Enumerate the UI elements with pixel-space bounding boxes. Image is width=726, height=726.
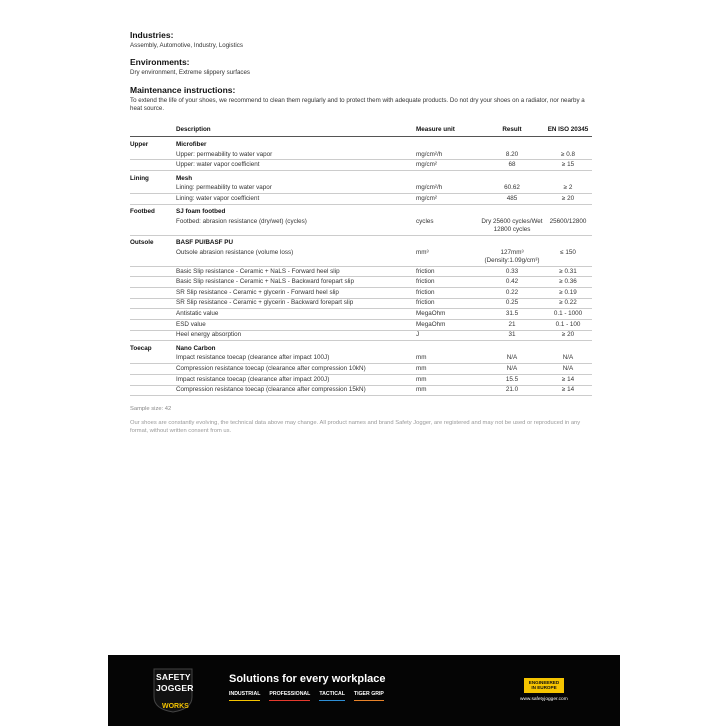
row-description: Upper: water vapor coefficient xyxy=(176,160,416,171)
engineered-in-europe-badge xyxy=(524,678,564,693)
row-description: SR Slip resistance - Ceramic + glycerin - Forward heel slip xyxy=(176,288,416,299)
logo-line2: JOGGER xyxy=(156,683,194,693)
group-en xyxy=(544,204,592,217)
row-en-iso: ≥ 0.31 xyxy=(544,266,592,277)
row-result: 68 xyxy=(480,160,544,171)
group-material: Nano Carbon xyxy=(176,344,216,352)
row-category xyxy=(130,288,176,299)
row-description: SR Slip resistance - Ceramic + glycerin - Backward forepart slip xyxy=(176,298,416,309)
row-unit: MegaOhm xyxy=(416,309,480,320)
row-result: 0.33 xyxy=(480,266,544,277)
logo-line1: SAFETY xyxy=(156,672,191,682)
row-result: 15.5 xyxy=(480,374,544,385)
row-en-iso: N/A xyxy=(544,354,592,364)
row-en-iso: N/A xyxy=(544,364,592,375)
row-result: 8.20 xyxy=(480,150,544,160)
row-description: Outsole abrasion resistance (volume loss) xyxy=(176,248,416,266)
table-row xyxy=(130,385,592,396)
row-unit: mm xyxy=(416,374,480,385)
row-description: Footbed: abrasion resistance (dry/wet) (cycles) xyxy=(176,217,416,235)
environments-text: Dry environment, Extreme slippery surfaces xyxy=(130,69,251,77)
row-unit: mm xyxy=(416,364,480,375)
footer-categories xyxy=(229,691,384,697)
group-material: Microfiber xyxy=(176,140,207,148)
footer-category-label: PROFESSIONAL xyxy=(269,691,311,697)
group-unit xyxy=(416,204,480,217)
footer-category-underline xyxy=(229,700,260,701)
datasheet-page xyxy=(130,30,592,436)
row-description: Compression resistance toecap (clearance after compression 15kN) xyxy=(176,385,416,396)
group-en xyxy=(544,235,592,248)
table-row xyxy=(130,150,592,160)
row-category xyxy=(130,248,176,266)
table-row xyxy=(130,319,592,330)
footer-category-underline xyxy=(319,700,345,701)
row-description: Upper: permeability to water vapor xyxy=(176,150,416,160)
row-unit: mg/cm²/h xyxy=(416,183,480,193)
group-unit xyxy=(416,235,480,248)
group-category: Lining xyxy=(130,174,149,182)
row-result: 0.25 xyxy=(480,298,544,309)
group-result xyxy=(480,341,544,354)
row-result: 485 xyxy=(480,194,544,205)
group-result xyxy=(480,204,544,217)
row-unit: cycles xyxy=(416,217,480,235)
row-category xyxy=(130,330,176,341)
row-en-iso: 0.1 - 1000 xyxy=(544,309,592,320)
maintenance-text: To extend the life of your shoes, we recommend to clean them regularly and to protect them with adequate products. Do not dry your shoes on a radiator, nor nearby a heat source. xyxy=(130,96,585,113)
row-unit: J xyxy=(416,330,480,341)
footer-banner xyxy=(108,655,620,726)
row-description: Antistatic value xyxy=(176,309,416,320)
row-unit: mg/cm² xyxy=(416,194,480,205)
row-description: Heel energy absorption xyxy=(176,330,416,341)
sample-size: Sample size: 42 xyxy=(130,406,172,413)
row-result: 21 xyxy=(480,319,544,330)
badge-line2: IN EUROPE xyxy=(531,685,557,691)
logo-line3: WORKS xyxy=(162,703,189,710)
footer-tagline: Solutions for every workplace xyxy=(229,673,386,685)
row-category xyxy=(130,150,176,160)
row-description: Basic Slip resistance - Ceramic + NaLS - Backward forepart slip xyxy=(176,277,416,288)
footer-category-label: TIGER GRIP xyxy=(353,691,384,697)
row-unit: mg/cm² xyxy=(416,160,480,171)
footer-category-label: TACTICAL xyxy=(319,691,345,697)
header-en-iso: EN ISO 20345 xyxy=(547,126,589,134)
row-description: ESD value xyxy=(176,319,416,330)
row-en-iso: ≥ 20 xyxy=(544,330,592,341)
row-result: 0.22 xyxy=(480,288,544,299)
group-row-footbed xyxy=(130,204,592,217)
row-category xyxy=(130,364,176,375)
row-result: 21.0 xyxy=(480,385,544,396)
group-result xyxy=(480,137,544,150)
row-en-iso: ≥ 0.19 xyxy=(544,288,592,299)
group-unit xyxy=(416,341,480,354)
row-result: 31.5 xyxy=(480,309,544,320)
row-category xyxy=(130,160,176,171)
header-result: Result xyxy=(502,126,522,134)
industries-text: Assembly, Automotive, Industry, Logistics xyxy=(130,42,243,49)
row-en-iso: ≤ 150 xyxy=(544,248,592,266)
table-row xyxy=(130,364,592,375)
row-category xyxy=(130,217,176,235)
row-category xyxy=(130,354,176,364)
header-description: Description xyxy=(176,126,211,134)
group-row-upper xyxy=(130,137,592,150)
table-row xyxy=(130,374,592,385)
row-category xyxy=(130,183,176,193)
table-row xyxy=(130,298,592,309)
group-result xyxy=(480,235,544,248)
group-row-lining xyxy=(130,171,592,184)
table-row xyxy=(130,194,592,205)
footer-category-tactical[interactable] xyxy=(319,691,345,697)
group-category: Footbed xyxy=(130,208,155,216)
row-unit: mg/cm²/h xyxy=(416,150,480,160)
row-result: 127mm³ (Density:1.09g/cm³) xyxy=(480,248,544,266)
row-category xyxy=(130,277,176,288)
group-row-outsole xyxy=(130,235,592,248)
badge-line1: ENGINEERED xyxy=(528,680,560,685)
row-unit: mm xyxy=(416,385,480,396)
row-description: Lining: water vapor coefficient xyxy=(176,194,416,205)
group-unit xyxy=(416,137,480,150)
row-result: 60.62 xyxy=(480,183,544,193)
row-unit: mm³ xyxy=(416,248,480,266)
table-row xyxy=(130,309,592,320)
row-category xyxy=(130,298,176,309)
group-result xyxy=(480,171,544,184)
specs-body xyxy=(130,137,592,396)
group-row-toecap xyxy=(130,341,592,354)
row-en-iso: ≥ 0.22 xyxy=(544,298,592,309)
row-category xyxy=(130,266,176,277)
footer-category-label: INDUSTRIAL xyxy=(229,691,261,697)
table-row xyxy=(130,354,592,364)
row-description: Impact resistance toecap (clearance after impact 100J) xyxy=(176,354,416,364)
group-en xyxy=(544,171,592,184)
table-row xyxy=(130,160,592,171)
industries-section xyxy=(130,30,592,50)
row-category xyxy=(130,194,176,205)
group-material: SJ foam footbed xyxy=(176,208,226,216)
group-en xyxy=(544,137,592,150)
row-unit: friction xyxy=(416,288,480,299)
table-row xyxy=(130,330,592,341)
header-category xyxy=(130,124,176,137)
row-result: 0.42 xyxy=(480,277,544,288)
table-row xyxy=(130,217,592,235)
maintenance-title: Maintenance instructions: xyxy=(130,84,236,95)
row-description: Impact resistance toecap (clearance after impact 200J) xyxy=(176,374,416,385)
row-unit: friction xyxy=(416,277,480,288)
table-row xyxy=(130,183,592,193)
row-en-iso: ≥ 0.36 xyxy=(544,277,592,288)
row-result: 31 xyxy=(480,330,544,341)
environments-section xyxy=(130,57,592,77)
row-result: N/A xyxy=(480,364,544,375)
row-unit: MegaOhm xyxy=(416,319,480,330)
footer-category-tiger-grip[interactable] xyxy=(354,691,384,697)
group-material: BASF PU/BASF PU xyxy=(176,239,234,247)
maintenance-section xyxy=(130,85,592,114)
row-en-iso: ≥ 2 xyxy=(544,183,592,193)
row-en-iso: ≥ 20 xyxy=(544,194,592,205)
table-row xyxy=(130,248,592,266)
table-row xyxy=(130,288,592,299)
row-en-iso: ≥ 14 xyxy=(544,385,592,396)
disclaimer: Our shoes are constantly evolving, the technical data above may change. All product names and brand Safety Jogger, are registered and may not be used or reproduced in any format, without written consent from us. xyxy=(130,420,581,434)
row-description: Lining: permeability to water vapor xyxy=(176,183,416,193)
table-row xyxy=(130,277,592,288)
row-category xyxy=(130,309,176,320)
row-category xyxy=(130,385,176,396)
row-en-iso: 25600/12800 xyxy=(544,217,592,235)
specs-header-row xyxy=(130,124,592,137)
row-unit: friction xyxy=(416,266,480,277)
row-category xyxy=(130,319,176,330)
row-description: Basic Slip resistance - Ceramic + NaLS - Forward heel slip xyxy=(176,266,416,277)
group-en xyxy=(544,341,592,354)
row-unit: friction xyxy=(416,298,480,309)
row-unit: mm xyxy=(416,354,480,364)
environments-title: Environments: xyxy=(130,57,190,68)
row-en-iso: ≥ 0.8 xyxy=(544,150,592,160)
row-en-iso: 0.1 - 100 xyxy=(544,319,592,330)
footer-category-industrial[interactable] xyxy=(229,691,260,697)
row-result: Dry 25600 cycles/Wet 12800 cycles xyxy=(480,217,544,235)
footer-category-underline xyxy=(354,700,384,701)
row-en-iso: ≥ 15 xyxy=(544,160,592,171)
group-category: Upper xyxy=(130,140,149,148)
group-unit xyxy=(416,171,480,184)
specs-table xyxy=(130,124,592,396)
row-result: N/A xyxy=(480,354,544,364)
footer-category-underline xyxy=(269,700,310,701)
table-row xyxy=(130,266,592,277)
row-category xyxy=(130,374,176,385)
group-material: Mesh xyxy=(176,174,193,182)
row-en-iso: ≥ 14 xyxy=(544,374,592,385)
footer-category-professional[interactable] xyxy=(269,691,310,697)
footer-url[interactable]: www.safetyjogger.com xyxy=(520,697,568,702)
row-description: Compression resistance toecap (clearance after compression 10kN) xyxy=(176,364,416,375)
group-category: Outsole xyxy=(130,239,154,247)
industries-title: Industries: xyxy=(130,30,174,40)
group-category: Toecap xyxy=(130,344,152,352)
header-unit: Measure unit xyxy=(416,126,455,134)
